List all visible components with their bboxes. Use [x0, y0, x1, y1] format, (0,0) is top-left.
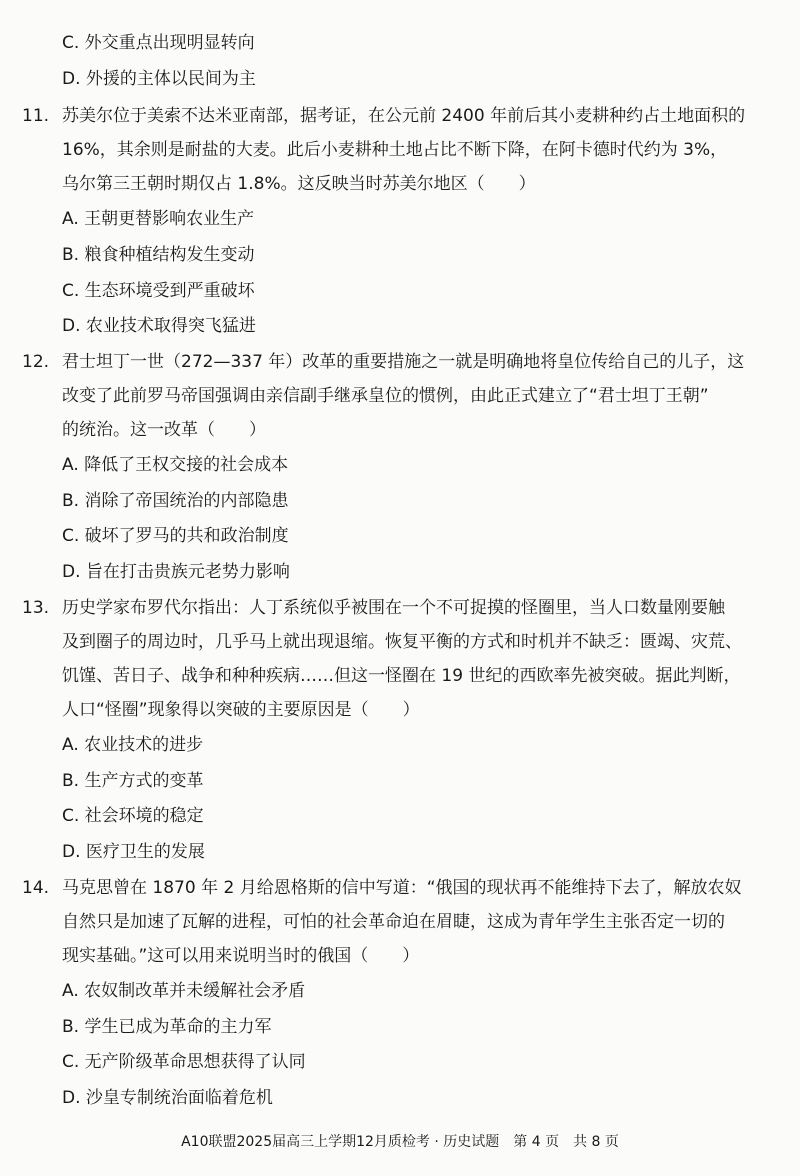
q14-option-a: A. 农奴制改革并未缓解社会矛盾 — [62, 981, 306, 1001]
q12-option-d: D. 旨在打击贵族元老势力影响 — [62, 562, 290, 582]
q12-option-b: B. 消除了帝国统治的内部隐患 — [62, 491, 289, 511]
q13-option-d: D. 医疗卫生的发展 — [62, 842, 205, 862]
q13-stem-line-1: 历史学家布罗代尔指出：人丁系统似乎被围在一个不可捉摸的怪圈里，当人口数量刚要触 — [62, 598, 725, 618]
q11-option-b: B. 粮食种植结构发生变动 — [62, 245, 255, 265]
q11-stem-line-1: 苏美尔位于美索不达米亚南部，据考证，在公元前 2400 年前后其小麦耕种约占土地面积的 — [62, 106, 746, 126]
page-footer: A10联盟2025届高三上学期12月质检考 · 历史试题 第 4 页 共 8 页 — [181, 1134, 619, 1150]
q13-stem-line-2: 及到圈子的周边时，几乎马上就出现退缩。恢复平衡的方式和时机并不缺乏：匮竭、灾荒、 — [62, 632, 742, 652]
q11-stem-line-2: 16%，其余则是耐盐的大麦。此后小麦耕种土地占比不断下降，在阿卡德时代约为 3%， — [62, 140, 728, 160]
q11-stem-line-3: 乌尔第三王朝时期仅占 1.8%。这反映当时苏美尔地区（ ） — [62, 174, 536, 194]
q14-number: 14. — [22, 878, 50, 898]
q13-option-c: C. 社会环境的稳定 — [62, 806, 204, 826]
q13-stem-line-4: 人口“怪圈”现象得以突破的主要原因是（ ） — [62, 700, 420, 720]
q12-number: 12. — [22, 352, 50, 372]
q11-option-a: A. 王朝更替影响农业生产 — [62, 209, 255, 229]
q10-option-c: C. 外交重点出现明显转向 — [62, 33, 255, 53]
q14-option-b: B. 学生已成为革命的主力军 — [62, 1017, 272, 1037]
q14-stem-line-1: 马克思曾在 1870 年 2 月给恩格斯的信中写道：“俄国的现状再不能维持下去了，解放农奴 — [62, 878, 742, 898]
q12-option-a: A. 降低了王权交接的社会成本 — [62, 455, 289, 475]
q13-number: 13. — [22, 598, 50, 618]
q10-option-d: D. 外援的主体以民间为主 — [62, 69, 256, 89]
q13-option-b: B. 生产方式的变革 — [62, 771, 204, 791]
q11-number: 11. — [22, 106, 50, 126]
q11-option-c: C. 生态环境受到严重破坏 — [62, 281, 255, 301]
q12-option-c: C. 破坏了罗马的共和政治制度 — [62, 526, 289, 546]
q11-option-d: D. 农业技术取得突飞猛进 — [62, 316, 256, 336]
q14-option-d: D. 沙皇专制统治面临着危机 — [62, 1088, 273, 1108]
q14-option-c: C. 无产阶级革命思想获得了认同 — [62, 1052, 306, 1072]
q12-stem-line-1: 君士坦丁一世（272—337 年）改革的重要措施之一就是明确地将皇位传给自己的儿子，这 — [62, 352, 745, 372]
q13-stem-line-3: 饥馑、苦日子、战争和种种疾病……但这一怪圈在 19 世纪的西欧率先被突破。据此判断， — [62, 666, 741, 686]
q12-stem-line-2: 改变了此前罗马帝国强调由亲信副手继承皇位的惯例，由此正式建立了“君士坦丁王朝” — [62, 386, 709, 406]
q13-option-a: A. 农业技术的进步 — [62, 735, 204, 755]
q14-stem-line-3: 现实基础。”这可以用来说明当时的俄国（ ） — [62, 946, 420, 966]
q14-stem-line-2: 自然只是加速了瓦解的进程，可怕的社会革命迫在眉睫，这成为青年学生主张否定一切的 — [62, 912, 725, 932]
q12-stem-line-3: 的统治。这一改革（ ） — [62, 420, 266, 440]
